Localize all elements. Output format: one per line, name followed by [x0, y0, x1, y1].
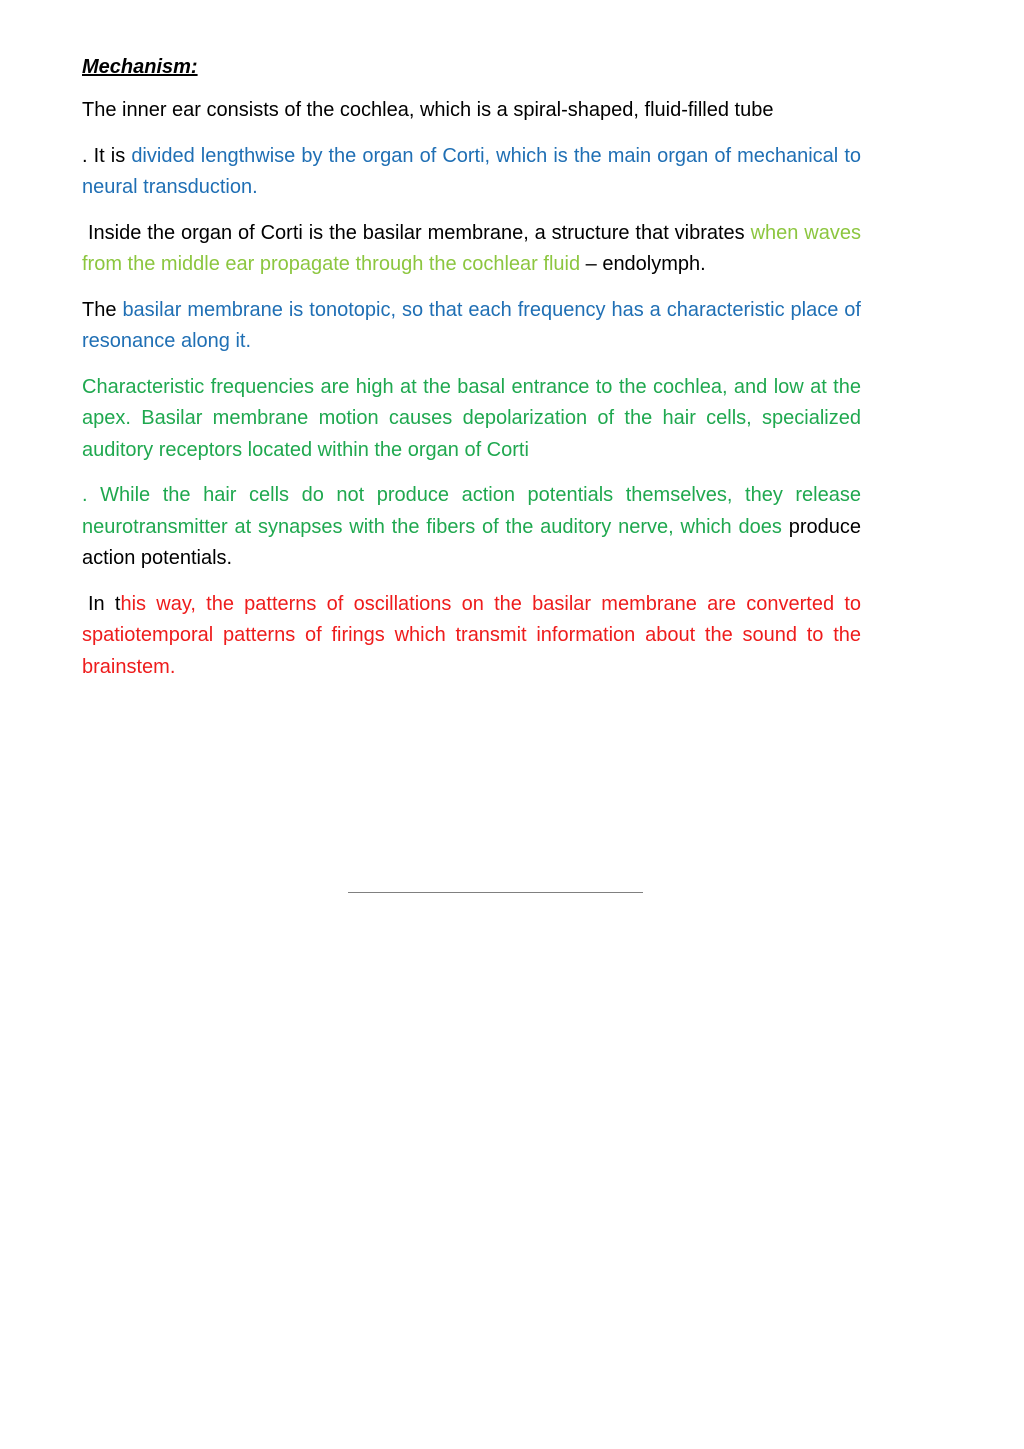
paragraph-text: The inner ear consists of the cochlea, which is a spiral-shaped, fluid-filled tube: [82, 99, 774, 121]
highlight-waves: when waves from the middle ear propagate through the cochlear fluid: [82, 221, 861, 275]
highlight-spatiotemporal: his way, the patterns of oscillations on the basilar membrane are converted to spatiotemporal patterns of firings which transmit information about the sound to the brainstem.: [82, 592, 861, 678]
paragraph-prefix: The: [82, 298, 123, 321]
paragraph-suffix: produce action potentials.: [82, 515, 861, 569]
paragraph-organ-of-corti: [82, 141, 861, 204]
paragraph-tonotopic: [82, 295, 861, 358]
paragraph-spatiotemporal: [82, 589, 861, 684]
document-body: [82, 52, 861, 697]
highlight-frequencies: Characteristic frequencies are high at the basal entrance to the cochlea, and low at the apex. Basilar membrane motion causes depolarization of the hair cells, specialized auditory receptors located within the organ of Corti: [82, 375, 861, 461]
section-heading: Mechanism:: [82, 56, 198, 78]
highlight-hair-cells: . While the hair cells do not produce action potentials themselves, they release neurotransmitter at synapses with the fibers of the auditory nerve, which does: [82, 484, 861, 538]
paragraph-hair-cells: [82, 480, 861, 575]
paragraph-frequencies: [82, 372, 861, 467]
paragraph-prefix: . It is: [82, 144, 132, 167]
paragraph-prefix: Inside the organ of Corti is the basilar membrane, a structure that vibrates: [88, 221, 751, 244]
horizontal-divider: [348, 892, 643, 893]
paragraph-suffix: – endolymph.: [580, 253, 706, 275]
highlight-transduction: divided lengthwise by the organ of Corti, which is the main organ of mechanical to neural transduction.: [82, 144, 861, 198]
paragraph-prefix: In t: [88, 592, 121, 615]
paragraph-inner-ear: [82, 95, 861, 127]
paragraph-basilar-membrane: [82, 218, 861, 281]
highlight-tonotopic: basilar membrane is tonotopic, so that each frequency has a characteristic place of resonance along it.: [82, 298, 861, 352]
